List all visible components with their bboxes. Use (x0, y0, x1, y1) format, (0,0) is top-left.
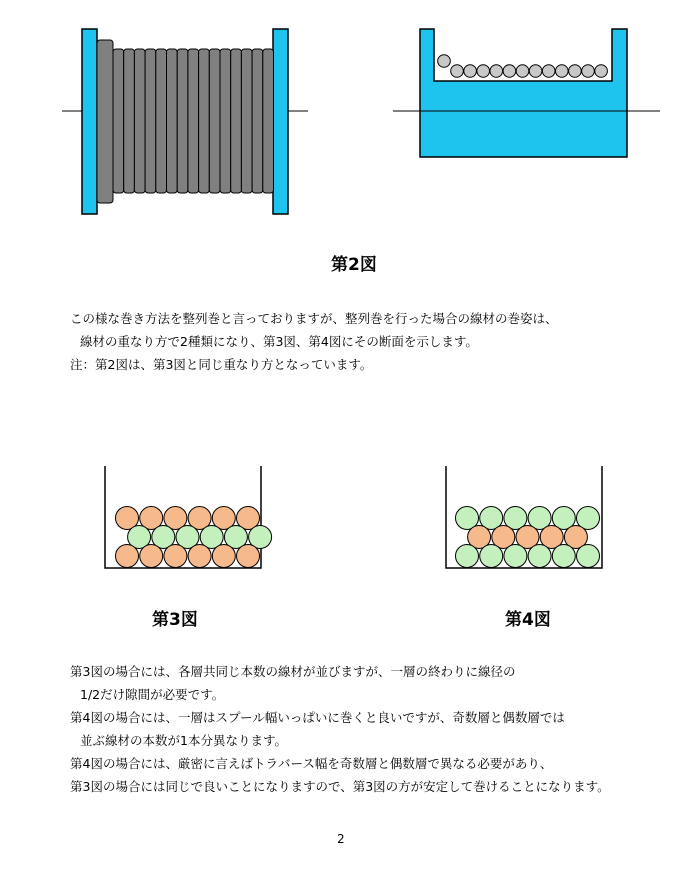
explain-line: 第4図の場合には、一層はスプール幅いっぱいに巻くと良いですが、奇数層と偶数層では (70, 710, 565, 725)
explain-line: 第3図の場合には、各層共同じ本数の線材が並びますが、一層の終わりに線径の (70, 664, 516, 679)
explain-line: 並ぶ線材の本数が1本分異なります。 (80, 733, 287, 748)
figure3-caption: 第3図 (152, 610, 198, 630)
figure4-caption: 第4図 (505, 610, 551, 630)
wire-circle (577, 545, 600, 568)
intro-line: この様な巻き方法を整列巻と言っておりますが、整列巻を行った場合の線材の巻姿は、 (70, 311, 558, 326)
figure2-caption: 第2図 (331, 255, 377, 275)
wire-circle (504, 545, 527, 568)
intro-line: 線材の重なり方で2種類になり、第3図、第4図にその断面を示します。 (80, 334, 478, 349)
explain-line: 1/2だけ隙間が必要です。 (80, 687, 225, 702)
explain-line: 第4図の場合には、厳密に言えばトラバース幅を奇数層と偶数層で異なる必要があり、 (70, 756, 553, 771)
wire-circle (552, 545, 575, 568)
page-number: 2 (337, 832, 345, 846)
wire-circle (456, 545, 479, 568)
wire-circle (480, 545, 503, 568)
explanation-text (70, 660, 610, 798)
wire-circle (528, 545, 551, 568)
explain-line: 第3図の場合には同じで良いことになりますので、第3図の方が安定して巻けることになります。 (70, 779, 610, 794)
intro-line: 注：第2図は、第3図と同じ重なり方となっています。 (70, 357, 373, 372)
